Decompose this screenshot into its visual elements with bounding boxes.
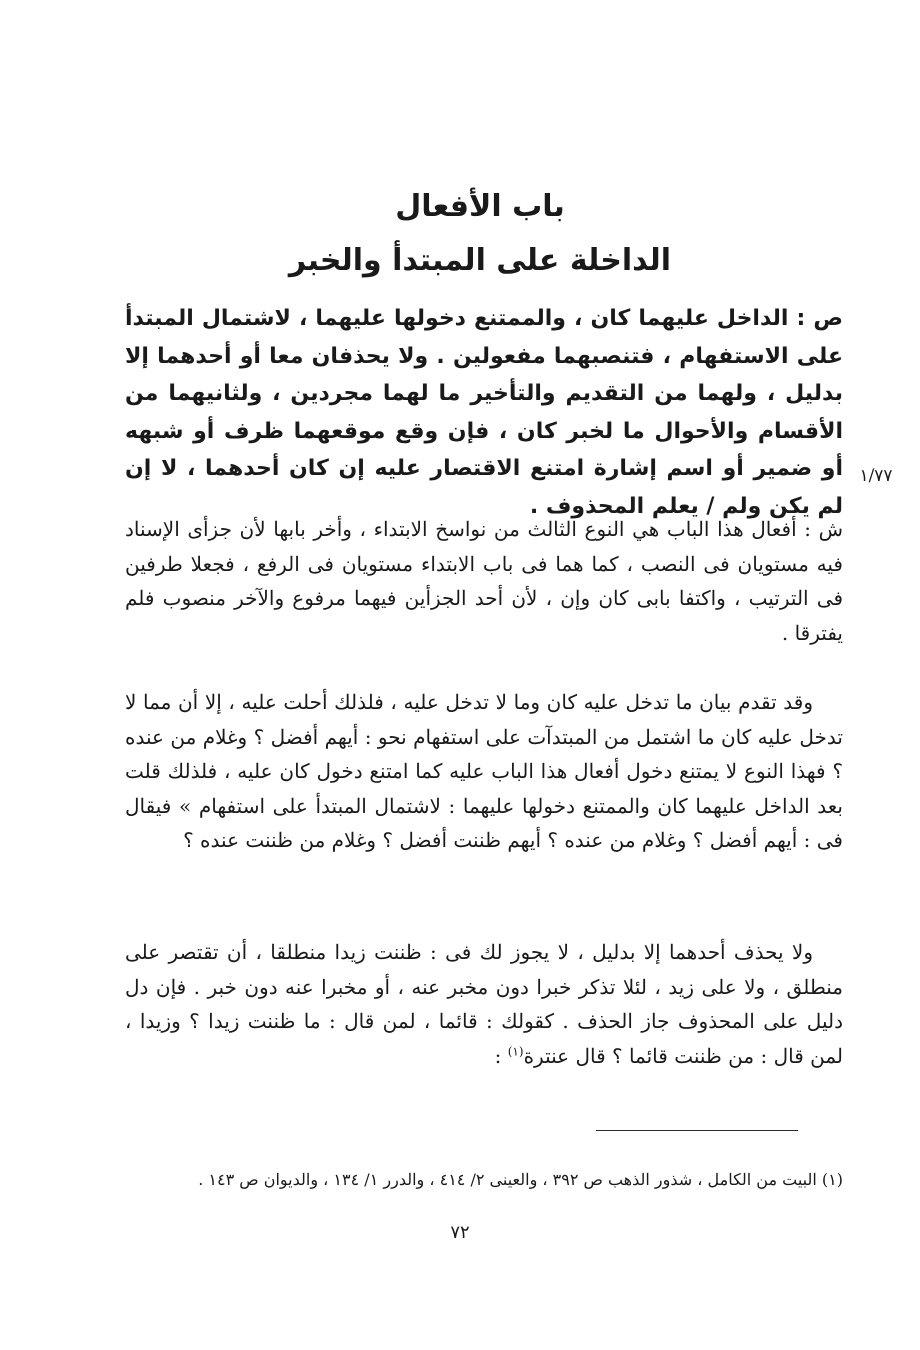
footnote-divider bbox=[596, 1130, 798, 1131]
sharh-paragraph-2-text: وقد تقدم بيان ما تدخل عليه كان وما لا تدخل عليه ، فلذلك أحلت عليه ، إلا أن مما لا تدخل عليه كان ما اشتمل من المبتدآت على استفهام نحو : أيهم أفضل ؟ وغلام من عنده ؟ فهذا النوع لا يمتنع دخول أفعال هذا الباب عليه كما امتنع دخول كان عليه ، فلذلك قلت بعد الداخل عليهما كان والممتنع دخولها عليهما : لاشتمال المبتدأ على استفهام » فيقال فى : أيهم أفضل ؟ وغلام من عنده ؟ أيهم ظننت أفضل ؟ وغلام من ظننت عنده ؟ bbox=[125, 690, 843, 852]
margin-folio-note: ١/٧٧ bbox=[859, 466, 893, 486]
sharh-paragraph-3-body bbox=[125, 935, 843, 1073]
sharh-paragraph-3-text: ولا يحذف أحدهما إلا بدليل ، لا يجوز لك فى : ظننت زيدا منطلقا ، أن تقتصر على منطلق ، ولا على زيد ، لئلا تذكر خبرا دون مخبر عنه ، أو مخبرا عنه دون خبر . فإن دل دليل على المحذوف جاز الحذف . كقولك : قائما ، لمن قال : ما ظننت زيدا ؟ وزيدا ، لمن قال : من ظننت قائما ؟ قال عنترة bbox=[125, 940, 843, 1068]
chapter-title-line-1: باب الأفعال bbox=[395, 189, 565, 224]
sharh-paragraph-1 bbox=[125, 512, 843, 650]
page-number: ٧٢ bbox=[450, 1222, 470, 1243]
sharh-paragraph-3-end: : bbox=[494, 1043, 508, 1068]
footnote: (١) البيت من الكامل ، شذور الذهب ص ٣٩٢ ، والعينى ٢/ ٤١٤ ، والدرر ١/ ١٣٤ ، والديوان ص ١٤٣ . bbox=[198, 1170, 843, 1189]
matn-paragraph: ص : الداخل عليهما كان ، والممتنع دخولها عليهما ، لاشتمال المبتدأ على الاستفهام ، فتنصبهما مفعولين . ولا يحذفان معا أو أحدهما إلا بدليل ، ولهما من التقديم والتأخير ما لهما مجردين ، ولثانيهما من الأقسام والأحوال ما لخبر كان ، فإن وقع موقعهما ظرف أو شبهه أو ضمير أو اسم إشارة امتنع الاقتصار عليه إن كان أحدهما ، لا إن لم يكن ولم / يعلم المحذوف . bbox=[125, 306, 843, 519]
chapter-heading bbox=[120, 180, 840, 288]
sharh-paragraph-3 bbox=[125, 935, 843, 1073]
sharh-paragraph-1-text: ش : أفعال هذا الباب هي النوع الثالث من نواسخ الابتداء ، وأخر بابها لأن جزأى الإسناد فيه مستويان فى النصب ، كما هما فى باب الابتداء مستويان فى الرفع ، فجعلا طرفين فى الترتيب ، واكتفا بابى كان وإن ، لأن أحد الجزأين فيهما مرفوع والآخر منصوب فلم يفترقا . bbox=[125, 517, 843, 645]
sharh-paragraph-2 bbox=[125, 685, 843, 858]
chapter-title-line-2: الداخلة على المبتدأ والخبر bbox=[288, 243, 672, 278]
footnote-reference[interactable]: (١) bbox=[507, 1043, 524, 1058]
